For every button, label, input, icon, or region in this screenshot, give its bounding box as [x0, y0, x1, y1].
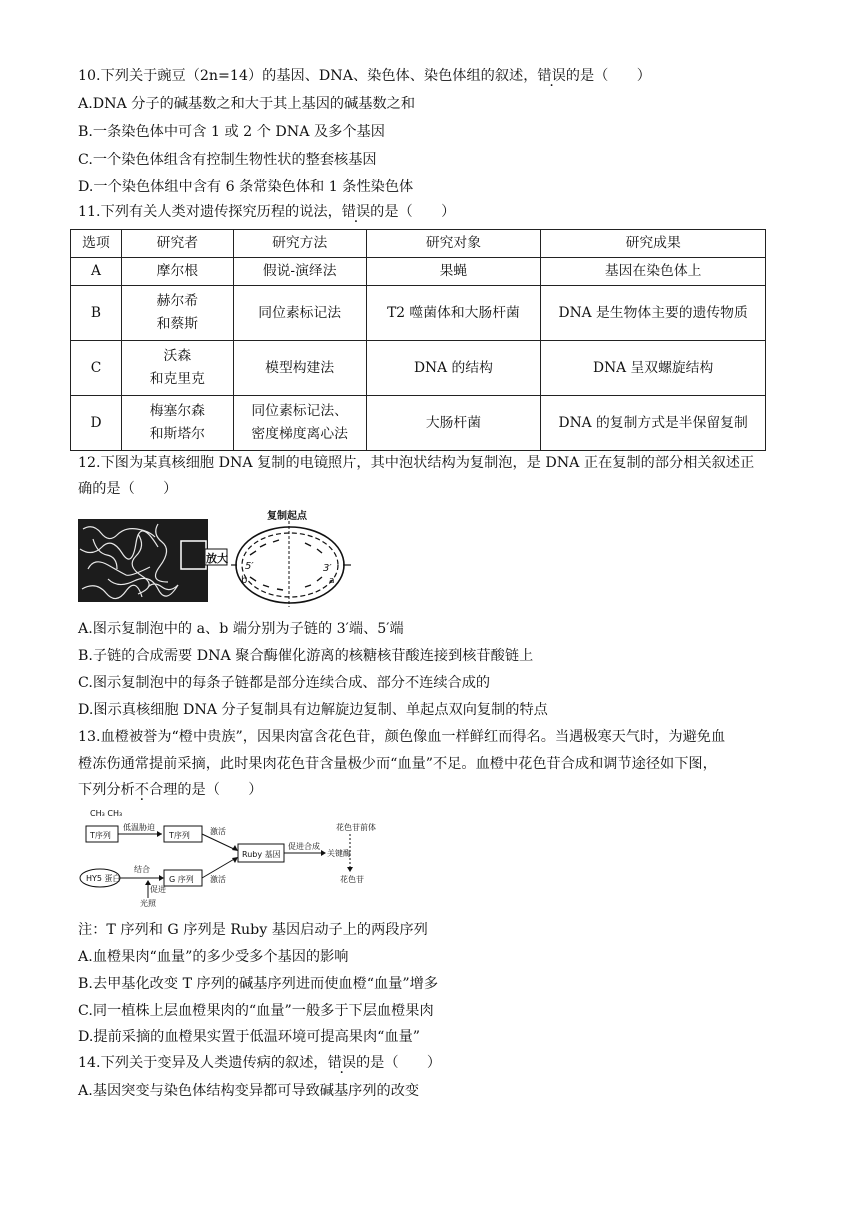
q10-option-a: A.DNA 分子的碱基数之和大于其上基因的碱基数之和 — [78, 96, 416, 112]
q13-stem-line2: 橙冻伤通常提前采摘，此时果肉花色苷含量极少而“血量”不足。血橙中花色苷合成和调节途径如下图， — [78, 756, 717, 772]
label-5prime: 5′ — [245, 561, 254, 572]
research-history-table — [70, 229, 766, 451]
table-cell: 摩尔根 — [121, 258, 233, 286]
zoom-label: 放大 — [206, 552, 228, 565]
q13-stem-line3: 下列分析不合理的是（ ） — [78, 782, 263, 798]
t-seq-box-2: T序列 — [169, 831, 190, 840]
promote-synth-label: 促进合成 — [288, 842, 320, 851]
light-label: 光照 — [140, 899, 156, 908]
q10-option-b: B.一条染色体中可含 1 或 2 个 DNA 及多个基因 — [78, 124, 385, 140]
activate-label-1: 激活 — [210, 827, 226, 836]
table-cell: B — [71, 286, 122, 341]
promote-label: 促进 — [150, 885, 166, 894]
label-b: b — [241, 575, 248, 586]
g-seq-box: G 序列 — [169, 875, 194, 884]
ch3-label: CH₃ CH₃ — [90, 809, 123, 818]
table-cell: DNA 呈双螺旋结构 — [541, 341, 766, 396]
q12-option-c: C.图示复制泡中的每条子链都是部分连续合成、部分不连续合成的 — [78, 675, 491, 691]
q12-stem-line1: 12.下图为某真核细胞 DNA 复制的电镜照片，其中泡状结构为复制泡，是 DNA 正在复制的部分相关叙述正 — [78, 455, 755, 471]
electron-micrograph — [78, 519, 208, 602]
table-header: 研究者 — [121, 230, 233, 258]
q13-stem-line1: 13.血橙被誉为“橙中贵族”，因果肉富含花色苷，颜色像血一样鲜红而得名。当遇极寒天气时，为避免血 — [78, 729, 726, 745]
q12-option-a: A.图示复制泡中的 a、b 端分别为子链的 3′端、5′端 — [78, 621, 404, 637]
table-row — [71, 286, 766, 341]
anthocyanin-label: 花色苷 — [340, 875, 364, 884]
q10-option-c: C.一个染色体组含有控制生物性状的整套核基因 — [78, 152, 377, 168]
q12-stem-line2: 确的是（ ） — [78, 481, 178, 497]
emphasis-dots: 错误 — [327, 1055, 356, 1071]
table-cell: DNA 是生物体主要的遗传物质 — [541, 286, 766, 341]
table-cell: 沃森 和克里克 — [121, 341, 233, 396]
table-row — [71, 396, 766, 451]
origin-label: 复制起点 — [267, 511, 307, 522]
low-temp-label: 低温胁迫 — [123, 823, 155, 832]
ruby-gene-box: Ruby 基因 — [242, 850, 281, 859]
table-cell: DNA 的结构 — [366, 341, 541, 396]
q13-option-b: B.去甲基化改变 T 序列的碱基序列进而使血橙“血量”增多 — [78, 976, 439, 992]
table-cell: 同位素标记法、 密度梯度离心法 — [233, 396, 366, 451]
table-cell: D — [71, 396, 122, 451]
table-row — [71, 258, 766, 286]
table-cell: 同位素标记法 — [233, 286, 366, 341]
table-cell: 赫尔希 和蔡斯 — [121, 286, 233, 341]
label-a: a — [329, 576, 335, 586]
table-cell: 模型构建法 — [233, 341, 366, 396]
emphasis-dots: 错误 — [537, 68, 566, 84]
emphasis-dots: 不 — [134, 782, 149, 798]
q13-option-a: A.血橙果肉“血量”的多少受多个基因的影响 — [78, 949, 349, 965]
q13-option-c: C.同一植株上层血橙果肉的“血量”一般多于下层血橙果肉 — [78, 1003, 434, 1019]
replication-bubble-diagram — [205, 507, 355, 607]
table-cell: 梅塞尔森 和斯塔尔 — [121, 396, 233, 451]
key-enzyme-label: 关键酶 — [327, 849, 351, 858]
table-cell: 大肠杆菌 — [366, 396, 541, 451]
q12-option-b: B.子链的合成需要 DNA 聚合酶催化游离的核糖核苷酸连接到核苷酸链上 — [78, 648, 534, 664]
table-cell: 基因在染色体上 — [541, 258, 766, 286]
table-header: 研究方法 — [233, 230, 366, 258]
table-header: 选项 — [71, 230, 122, 258]
q14-option-a: A.基因突变与染色体结构变异都可导致碱基序列的改变 — [78, 1083, 420, 1099]
table-header: 研究成果 — [541, 230, 766, 258]
q11-stem: 11.下列有关人类对遗传探究历程的说法，错误的是（ ） — [78, 204, 456, 220]
table-cell: T2 噬菌体和大肠杆菌 — [366, 286, 541, 341]
label-3prime: 3′ — [323, 563, 332, 574]
t-seq-box: T序列 — [90, 831, 111, 840]
table-header-row — [71, 230, 766, 258]
anthocyanin-pathway-diagram — [78, 808, 388, 908]
activate-label-2: 激活 — [210, 875, 226, 884]
table-cell: DNA 的复制方式是半保留复制 — [541, 396, 766, 451]
q13-option-d: D.提前采摘的血橙果实置于低温环境可提高果肉“血量” — [78, 1029, 421, 1045]
bind-label: 结合 — [134, 865, 150, 874]
table-header: 研究对象 — [366, 230, 541, 258]
q12-option-d: D.图示真核细胞 DNA 分子复制具有边解旋边复制、单起点双向复制的特点 — [78, 702, 548, 718]
q10-option-d: D.一个染色体组中含有 6 条常染色体和 1 条性染色体 — [78, 179, 414, 195]
table-cell: 假说-演绎法 — [233, 258, 366, 286]
table-cell: C — [71, 341, 122, 396]
table-cell: 果蝇 — [366, 258, 541, 286]
table-row — [71, 341, 766, 396]
q10-stem: 10.下列关于豌豆（2n=14）的基因、DNA、染色体、染色体组的叙述，错误的是（ ） — [78, 68, 651, 84]
q14-stem: 14.下列关于变异及人类遗传病的叙述，错误的是（ ） — [78, 1055, 442, 1071]
hy5-protein: HY5 蛋白 — [86, 874, 121, 883]
table-cell: A — [71, 258, 122, 286]
emphasis-dots: 错误 — [341, 204, 371, 220]
precursor-label: 花色苷前体 — [336, 823, 376, 832]
q13-note: 注：T 序列和 G 序列是 Ruby 基因启动子上的两段序列 — [78, 922, 428, 938]
